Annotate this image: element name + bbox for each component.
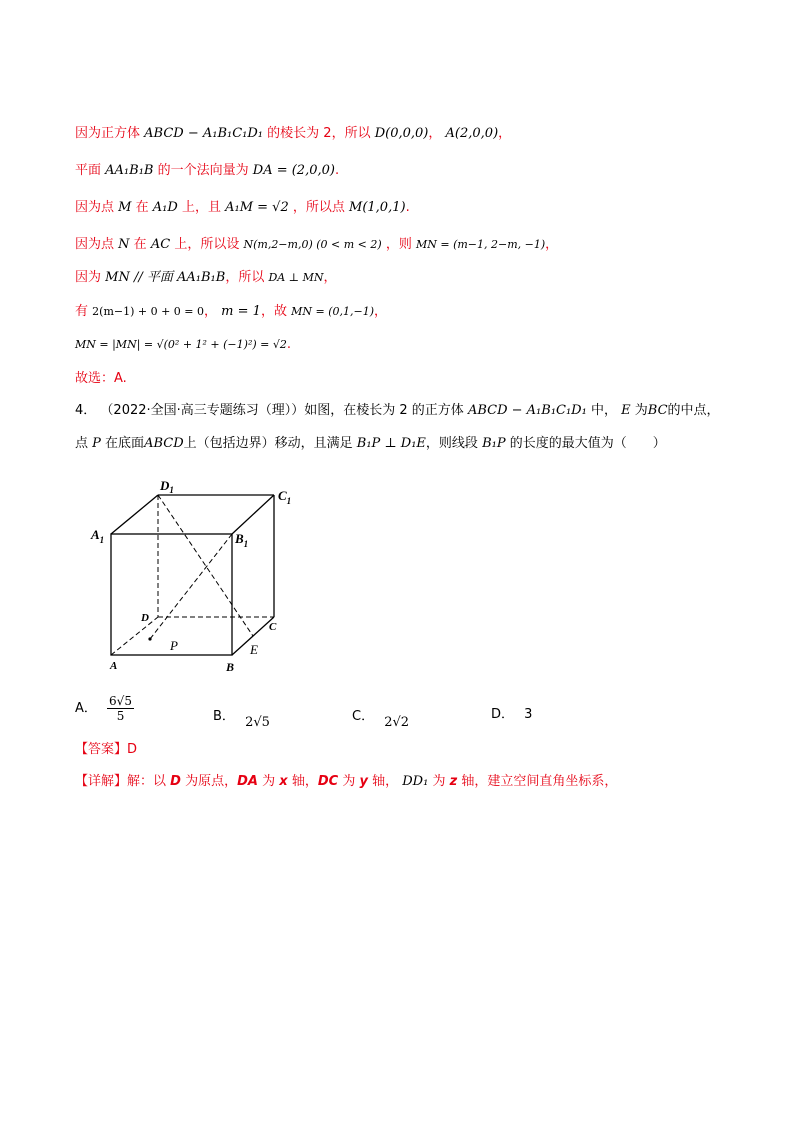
detail-line xyxy=(75,772,617,792)
math-expression: DA ⊥ MN xyxy=(268,271,324,284)
text: 的棱长为 2，所以 xyxy=(267,126,371,141)
text: 轴，建立空间直角坐标系， xyxy=(461,774,618,789)
text: ， xyxy=(323,270,337,285)
solution-answer: 故选：A. xyxy=(75,371,127,386)
math-expression: M(1,0,1) xyxy=(349,200,406,215)
label-b1: $B_1$ xyxy=(235,531,249,549)
math-expression: E xyxy=(621,403,631,418)
solution-line-3 xyxy=(75,198,410,218)
math-expression: M xyxy=(118,200,132,215)
math-expression: N(m,2−m,0) (0 < m < 2) xyxy=(243,238,382,251)
option-b[interactable] xyxy=(213,705,270,730)
label-b: B xyxy=(226,660,235,674)
detail-tag: 【详解】 xyxy=(75,774,128,789)
option-label: D． xyxy=(491,707,515,722)
math-expression: MN = |MN| = √(0² + 1² + (−1)²) = √2 xyxy=(75,338,287,351)
text: 因为点 xyxy=(75,200,115,215)
text: 因为点 xyxy=(75,237,115,252)
label-e: E xyxy=(250,642,258,657)
text: 为 xyxy=(634,403,648,418)
text: 为 xyxy=(342,774,356,789)
option-a[interactable] xyxy=(75,694,134,723)
cube-figure xyxy=(85,475,315,675)
text: 中， xyxy=(590,403,617,418)
option-label: A． xyxy=(75,701,97,716)
text: 上（包括边界）移动，且满足 xyxy=(183,436,353,451)
segment-b1-p xyxy=(150,534,232,639)
text: 平面 xyxy=(75,163,102,178)
math-expression: B₁P xyxy=(482,436,506,451)
segment-d1-e xyxy=(158,495,253,636)
text: ，则 xyxy=(385,237,412,252)
text: 解：以 xyxy=(127,774,167,789)
math-expression: ABCD − A₁B₁C₁D₁ xyxy=(467,403,587,418)
math-expression: ABCD − A₁B₁C₁D₁ xyxy=(144,126,264,141)
math-expression: DD₁ xyxy=(402,774,429,789)
math-expression: MN = (0,1,−1) xyxy=(291,305,374,318)
solution-line-5 xyxy=(75,268,336,288)
label-p: P xyxy=(170,638,178,653)
text: ，故 xyxy=(260,304,287,319)
edge-a1-d1 xyxy=(111,495,158,534)
text: ， xyxy=(373,304,387,319)
math-expression: BC xyxy=(647,403,668,418)
text: 上，且 xyxy=(181,200,221,215)
math-symbol: y xyxy=(359,774,368,789)
answer-tag: 【答案】 xyxy=(75,742,128,757)
text: ，所以点 xyxy=(292,200,345,215)
math-symbol: x xyxy=(279,774,288,789)
edge-b1-c1 xyxy=(232,495,274,534)
option-value: 3 xyxy=(524,707,533,722)
math-expression: P xyxy=(92,436,101,451)
text: 的一个法向量为 xyxy=(157,163,249,178)
solution-line-7 xyxy=(75,335,291,355)
answer-line xyxy=(75,740,137,760)
answer-value: D xyxy=(127,742,138,757)
text: 上，所以设 xyxy=(174,237,240,252)
math-expression: 2(m−1) + 0 + 0 = 0 xyxy=(92,305,205,318)
text: 轴， xyxy=(372,774,399,789)
question-number: 4． xyxy=(75,403,97,418)
solution-line-1 xyxy=(75,124,511,144)
text: . xyxy=(334,163,340,178)
fraction-numerator: 6√5 xyxy=(109,694,132,708)
math-expression: ABCD xyxy=(144,436,184,451)
math-symbol: D xyxy=(170,774,181,789)
text: 为 xyxy=(262,774,276,789)
question-line-2 xyxy=(75,434,666,454)
text: ， xyxy=(428,126,442,141)
text: ，所以 xyxy=(225,270,265,285)
math-symbol: DA xyxy=(237,774,258,789)
text: 点 xyxy=(75,436,89,451)
math-symbol: DC xyxy=(317,774,339,789)
solution-line-4 xyxy=(75,235,558,255)
option-d[interactable] xyxy=(491,703,532,722)
text: . xyxy=(405,200,410,215)
text: ， xyxy=(498,126,512,141)
text: ， xyxy=(204,304,218,319)
option-label: B． xyxy=(213,709,235,724)
point-p xyxy=(148,637,151,640)
math-expression: A₁D xyxy=(152,200,178,215)
text: 的中点， xyxy=(667,403,720,418)
text: 轴， xyxy=(291,774,318,789)
label-c1: $C_1$ xyxy=(278,488,292,506)
label-a1: $A_1$ xyxy=(91,527,105,545)
option-value: 2√2 xyxy=(384,715,410,730)
text: 为原点， xyxy=(185,774,238,789)
text: 在底面 xyxy=(105,436,145,451)
math-expression: m = 1 xyxy=(221,304,261,319)
cube-front-face xyxy=(111,534,232,655)
text: . xyxy=(286,337,292,352)
text: 因为正方体 xyxy=(75,126,141,141)
option-value: 2√5 xyxy=(245,715,270,730)
label-a: A xyxy=(110,660,118,672)
text: 的长度的最大值为（ ） xyxy=(509,436,666,451)
option-c[interactable] xyxy=(352,705,410,730)
fraction-denominator: 5 xyxy=(116,709,125,723)
edge-a-d-hidden xyxy=(111,617,158,655)
solution-line-2 xyxy=(75,161,339,181)
text: ，则线段 xyxy=(425,436,478,451)
math-expression: AC xyxy=(150,237,171,252)
label-c: C xyxy=(269,621,277,633)
math-expression: DA = (2,0,0) xyxy=(252,163,335,178)
math-expression: A(2,0,0) xyxy=(445,126,499,141)
math-symbol: z xyxy=(449,774,458,789)
label-d1: $D_1$ xyxy=(160,478,174,495)
text: 有 xyxy=(75,304,89,319)
option-value-fraction xyxy=(107,694,134,723)
math-expression: B₁P ⊥ D₁E xyxy=(356,436,426,451)
math-expression: D(0,0,0) xyxy=(374,126,429,141)
math-expression: MN = (m−1, 2−m, −1) xyxy=(415,238,546,251)
text: ， xyxy=(545,237,559,252)
solution-line-6 xyxy=(75,302,387,322)
text: 在 xyxy=(133,237,147,252)
text: 为 xyxy=(432,774,446,789)
text: 在 xyxy=(135,200,149,215)
math-expression: MN // 平面 AA₁B₁B xyxy=(105,270,226,285)
question-line-1 xyxy=(75,401,720,421)
label-d: D xyxy=(141,612,149,624)
text: 因为 xyxy=(75,270,102,285)
math-expression: AA₁B₁B xyxy=(105,163,154,178)
math-expression: A₁M = √2 xyxy=(225,200,289,215)
option-label: C． xyxy=(352,709,375,724)
math-expression: N xyxy=(118,237,130,252)
question-text: （2022·全国·高三专题练习（理））如图，在棱长为 2 的正方体 xyxy=(100,403,464,418)
